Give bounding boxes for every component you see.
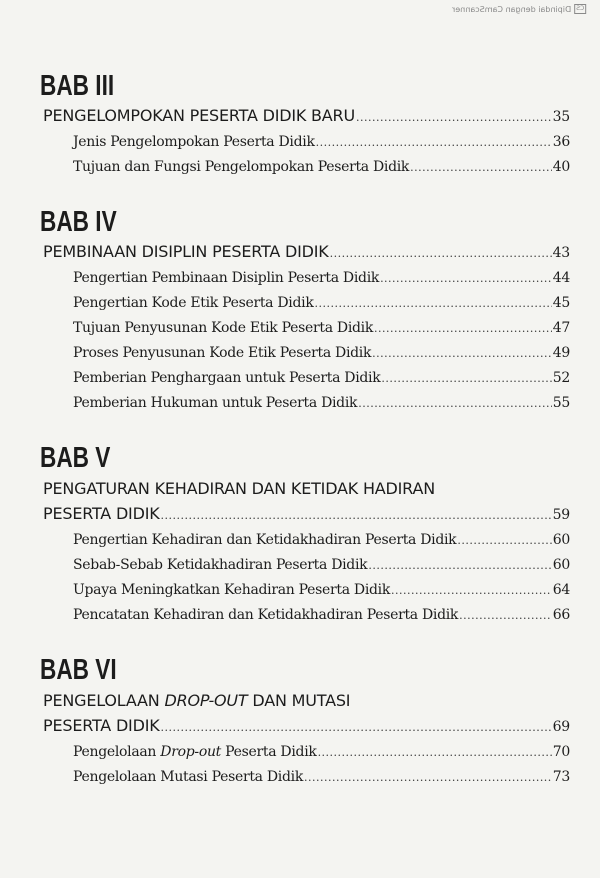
entry-label: Proses Penyusunan Kode Etik Peserta Didik bbox=[73, 345, 372, 361]
dot-leader bbox=[356, 106, 552, 130]
dot-leader bbox=[358, 392, 552, 416]
chapter-title-entry[interactable] bbox=[40, 104, 570, 130]
scanner-watermark bbox=[452, 4, 586, 14]
dot-leader bbox=[161, 504, 552, 528]
page-number: 60 bbox=[552, 532, 570, 548]
dot-leader bbox=[304, 766, 552, 790]
toc-entry[interactable] bbox=[40, 553, 570, 578]
entry-label: Jenis Pengelompokan Peserta Didik bbox=[73, 134, 315, 150]
entry-label: Pemberian Hukuman untuk Peserta Didik bbox=[73, 395, 358, 411]
toc-entry[interactable] bbox=[40, 528, 570, 553]
watermark-text: Dipindai dengan CamScanner bbox=[451, 4, 571, 14]
page-number: 64 bbox=[552, 582, 570, 598]
dot-leader bbox=[374, 317, 552, 341]
scanner-logo-icon: CS bbox=[576, 5, 584, 12]
chapter-title-entry[interactable] bbox=[40, 502, 570, 528]
entry-label: Pencatatan Kehadiran dan Ketidakhadiran Peserta Didik bbox=[73, 607, 459, 623]
page-number: 40 bbox=[552, 159, 570, 175]
page-number: 70 bbox=[552, 744, 570, 760]
toc-entry[interactable] bbox=[40, 341, 570, 366]
entry-text: Peserta Didik bbox=[221, 744, 317, 760]
chapter-heading: BAB V bbox=[40, 442, 111, 474]
page-number: 35 bbox=[552, 109, 570, 125]
toc-entry[interactable] bbox=[40, 740, 570, 765]
page-number: 47 bbox=[552, 320, 570, 336]
dot-leader bbox=[372, 342, 552, 366]
page-number: 66 bbox=[552, 607, 570, 623]
chapter-heading: BAB VI bbox=[40, 654, 117, 686]
toc-entry[interactable] bbox=[40, 291, 570, 316]
entry-label: Sebab-Sebab Ketidakhadiran Peserta Didik bbox=[73, 557, 368, 573]
page-number: 73 bbox=[552, 769, 570, 785]
chapter-title: PEMBINAAN DISIPLIN PESERTA DIDIK bbox=[43, 242, 329, 261]
chapter-heading: BAB III bbox=[40, 70, 115, 102]
entry-italic-text: Drop-out bbox=[160, 744, 222, 760]
dot-leader bbox=[381, 367, 551, 391]
toc-entry[interactable] bbox=[40, 578, 570, 603]
entry-label: Pengertian Pembinaan Disiplin Peserta Didik bbox=[73, 270, 380, 286]
dot-leader bbox=[457, 529, 551, 553]
dot-leader bbox=[391, 579, 552, 603]
page-number: 49 bbox=[552, 345, 570, 361]
table-of-contents bbox=[40, 60, 570, 816]
title-text: PENGELOLAAN bbox=[43, 691, 165, 710]
entry-label: Tujuan Penyusunan Kode Etik Peserta Didik bbox=[73, 320, 374, 336]
chapter-heading: BAB IV bbox=[40, 206, 117, 238]
entry-label: Upaya Meningkatkan Kehadiran Peserta Didik bbox=[73, 582, 391, 598]
chapter-title-line: PENGATURAN KEHADIRAN DAN KETIDAK HADIRAN bbox=[43, 479, 435, 498]
toc-entry[interactable] bbox=[40, 603, 570, 628]
chapter-title: PESERTA DIDIK bbox=[43, 716, 160, 735]
entry-label: Pemberian Penghargaan untuk Peserta Didik bbox=[73, 370, 381, 386]
toc-entry[interactable] bbox=[40, 316, 570, 341]
title-italic-text: DROP-OUT bbox=[164, 691, 248, 710]
page-number: 69 bbox=[552, 719, 570, 735]
page-number: 60 bbox=[552, 557, 570, 573]
chapter-title: PENGELOMPOKAN PESERTA DIDIK BARU bbox=[43, 106, 355, 125]
page-number: 44 bbox=[552, 270, 570, 286]
entry-label: Pengelolaan Mutasi Peserta Didik bbox=[73, 769, 304, 785]
entry-label: Pengertian Kehadiran dan Ketidakhadiran Peserta Didik bbox=[73, 532, 457, 548]
dot-leader bbox=[161, 716, 552, 740]
dot-leader bbox=[318, 741, 552, 765]
page-number: 55 bbox=[552, 395, 570, 411]
dot-leader bbox=[315, 292, 552, 316]
entry-text: Pengelolaan bbox=[73, 744, 161, 760]
chapter-bab-iii bbox=[40, 70, 570, 180]
dot-leader bbox=[316, 131, 552, 155]
page-number: 36 bbox=[552, 134, 570, 150]
dot-leader bbox=[368, 554, 551, 578]
toc-entry[interactable] bbox=[40, 391, 570, 416]
chapter-title-line bbox=[40, 688, 570, 714]
page-number: 45 bbox=[552, 295, 570, 311]
dot-leader bbox=[410, 156, 552, 180]
page-number: 52 bbox=[552, 370, 570, 386]
toc-entry[interactable] bbox=[40, 130, 570, 155]
chapter-bab-v bbox=[40, 442, 570, 628]
chapter-bab-vi bbox=[40, 654, 570, 790]
toc-entry[interactable] bbox=[40, 155, 570, 180]
entry-label: Pengertian Kode Etik Peserta Didik bbox=[73, 295, 314, 311]
dot-leader bbox=[330, 242, 552, 266]
chapter-bab-iv bbox=[40, 206, 570, 416]
title-text: DAN MUTASI bbox=[247, 691, 351, 710]
toc-entry[interactable] bbox=[40, 765, 570, 790]
chapter-title-entry[interactable] bbox=[40, 240, 570, 266]
toc-entry[interactable] bbox=[40, 266, 570, 291]
page-number: 59 bbox=[552, 507, 570, 523]
chapter-title-entry[interactable] bbox=[40, 714, 570, 740]
dot-leader bbox=[380, 267, 552, 291]
entry-label: Tujuan dan Fungsi Pengelompokan Peserta Didik bbox=[73, 159, 410, 175]
entry-label bbox=[73, 740, 317, 764]
chapter-title: PESERTA DIDIK bbox=[43, 504, 160, 523]
page-number: 43 bbox=[552, 245, 570, 261]
toc-entry[interactable] bbox=[40, 366, 570, 391]
dot-leader bbox=[459, 604, 552, 628]
